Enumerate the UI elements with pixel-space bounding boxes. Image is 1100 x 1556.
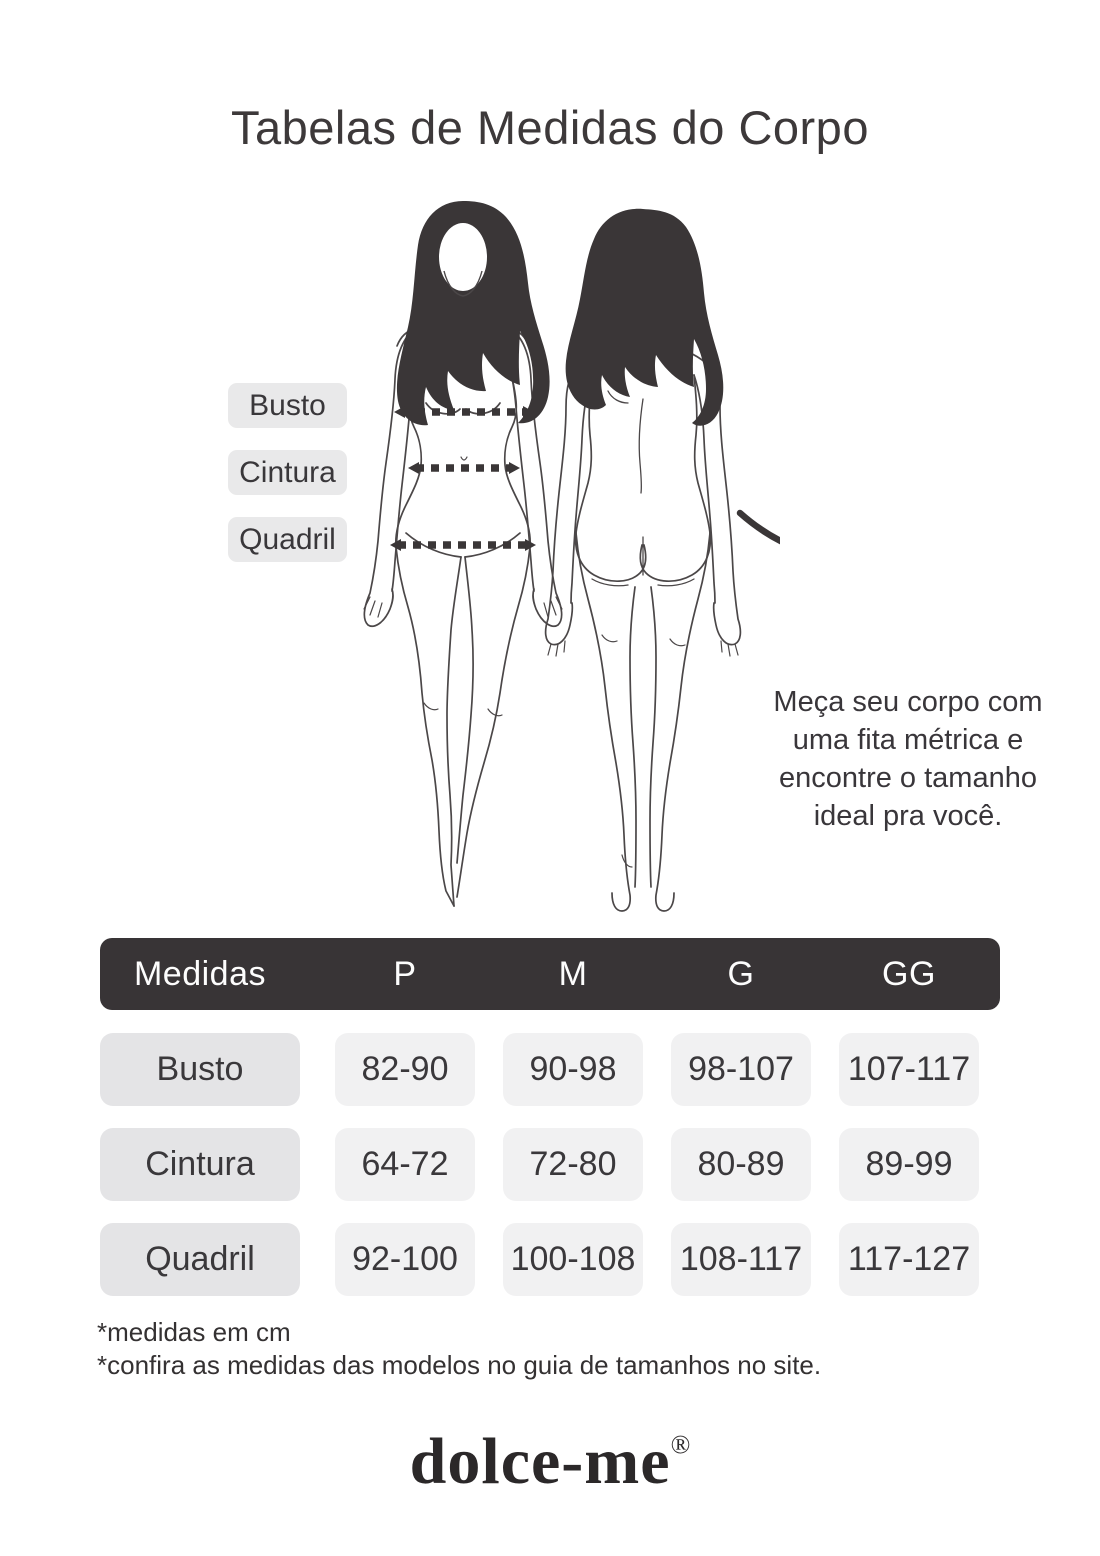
busto-m-value: 90-98 <box>503 1033 643 1106</box>
busto-g-value: 98-107 <box>671 1033 811 1106</box>
footnote-units: *medidas em cm <box>97 1317 291 1347</box>
measurement-arrowheads <box>390 406 536 551</box>
waist-label: Cintura <box>239 455 336 489</box>
cintura-g-value: 80-89 <box>671 1128 811 1201</box>
table-row-busto <box>100 1033 1000 1106</box>
header-medidas: Medidas <box>133 954 266 993</box>
waist-label-pill <box>228 450 347 495</box>
hip-label-pill <box>228 517 347 562</box>
size-table-header <box>100 938 1000 1010</box>
row-label: Cintura <box>100 1128 300 1201</box>
cintura-p-value: 64-72 <box>335 1128 475 1201</box>
header-size-m: M <box>558 954 588 993</box>
front-figure-face <box>439 223 487 291</box>
quadril-g-value: 108-117 <box>671 1223 811 1296</box>
curved-arrow-icon <box>740 513 780 661</box>
table-row-cintura <box>100 1128 1000 1201</box>
busto-gg-value: 107-117 <box>839 1033 979 1106</box>
quadril-gg-value: 117-127 <box>839 1223 979 1296</box>
cintura-m-value: 72-80 <box>503 1128 643 1201</box>
registered-trademark-icon: ® <box>670 1430 691 1459</box>
header-size-p: P <box>393 954 417 993</box>
header-size-gg: GG <box>882 954 936 993</box>
note-line-1: Meça seu corpo com <box>773 686 1043 718</box>
back-figure-illustration <box>546 346 741 911</box>
footnotes <box>97 1316 821 1382</box>
quadril-m-value: 100-108 <box>503 1223 643 1296</box>
row-label: Quadril <box>100 1223 300 1296</box>
quadril-p-value: 92-100 <box>335 1223 475 1296</box>
note-line-3: encontre o tamanho <box>779 762 1037 794</box>
footnote-models: *confira as medidas das modelos no guia de tamanhos no site. <box>97 1350 822 1380</box>
brand-logo <box>0 1424 1100 1500</box>
note-line-4: ideal pra você. <box>813 800 1003 832</box>
page-title: Tabelas de Medidas do Corpo <box>231 101 869 154</box>
cintura-gg-value: 89-99 <box>839 1128 979 1201</box>
table-row-quadril <box>100 1223 1000 1296</box>
measure-instruction-note <box>752 683 1064 835</box>
bust-label-pill <box>228 383 347 428</box>
header-size-g: G <box>727 954 755 993</box>
hip-label: Quadril <box>239 522 336 556</box>
note-line-2: uma fita métrica e <box>792 724 1024 756</box>
body-figures-illustration <box>340 195 780 915</box>
row-label: Busto <box>100 1033 300 1106</box>
bust-label: Busto <box>249 388 326 422</box>
busto-p-value: 82-90 <box>335 1033 475 1106</box>
brand-logo-text: dolce-me <box>409 1425 671 1498</box>
